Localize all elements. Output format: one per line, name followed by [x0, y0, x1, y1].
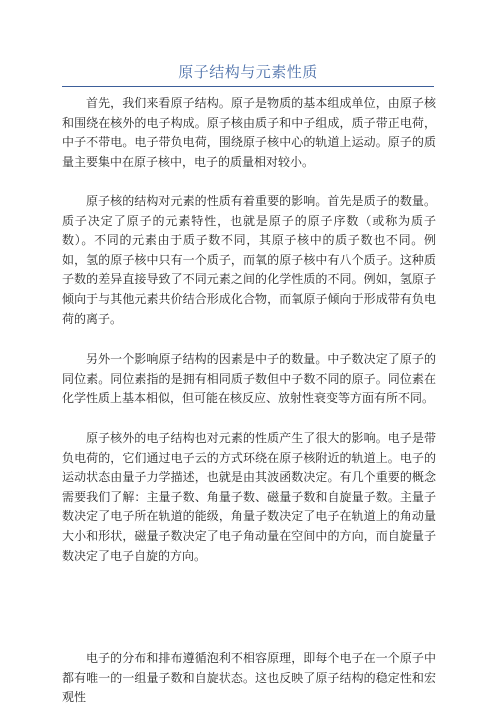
paragraph: 电子的分布和排布遵循泡利不相容原理，即每个电子在一个原子中都有唯一的一组量子数和自旋状态。这也反映了原子结构的稳定性和宏观性	[62, 651, 436, 705]
paragraph: 首先，我们来看原子结构。原子是物质的基本组成单位，由原子核和围绕在核外的电子构成。原子核由质子和中子组成，质子带正电荷，中子不带电。电子带负电荷，围绕原子核中心的轨道上运动。原子的质量主要集中在原子核中，电子的质量相对较小。	[62, 96, 436, 169]
paragraph: 另外一个影响原子结构的因素是中子的数量。中子数决定了原子的同位素。同位素指的是拥有相同质子数但中子数不同的原子。同位素在化学性质上基本相似，但可能在核反应、放射性衰变等方面有所不同。	[62, 352, 436, 406]
title-underline	[62, 86, 434, 87]
document-title: 原子结构与元素性质	[178, 63, 318, 81]
paragraph: 原子核的结构对元素的性质有着重要的影响。首先是质子的数量。质子决定了原子的元素特性，也就是原子的原子序数（或称为质子数）。不同的元素由于质子数不同，其原子核中的质子数也不同。例如，氢的原子核中只有一个质子，而氧的原子核中有八个质子。这种质子数的差异直接导致了不同元素之间的化学性质的不同。例如，氢原子倾向于与其他元素共价结合形成化合物，而氧原子倾向于形成带有负电荷的离子。	[62, 194, 436, 326]
paragraph: 原子核外的电子结构也对元素的性质产生了很大的影响。电子是带负电荷的，它们通过电子云的方式环绕在原子核附近的轨道上。电子的运动状态由量子力学描述，也就是由其波函数决定。有几个重要的概念需要我们了解：主量子数、角量子数、磁量子数和自旋量子数。主量子数决定了电子所在轨道的能级，角量子数决定了电子在轨道上的角动量大小和形状，磁量子数决定了电子角动量在空间中的方向，而自旋量子数决定了电子自旋的方向。	[62, 431, 436, 563]
